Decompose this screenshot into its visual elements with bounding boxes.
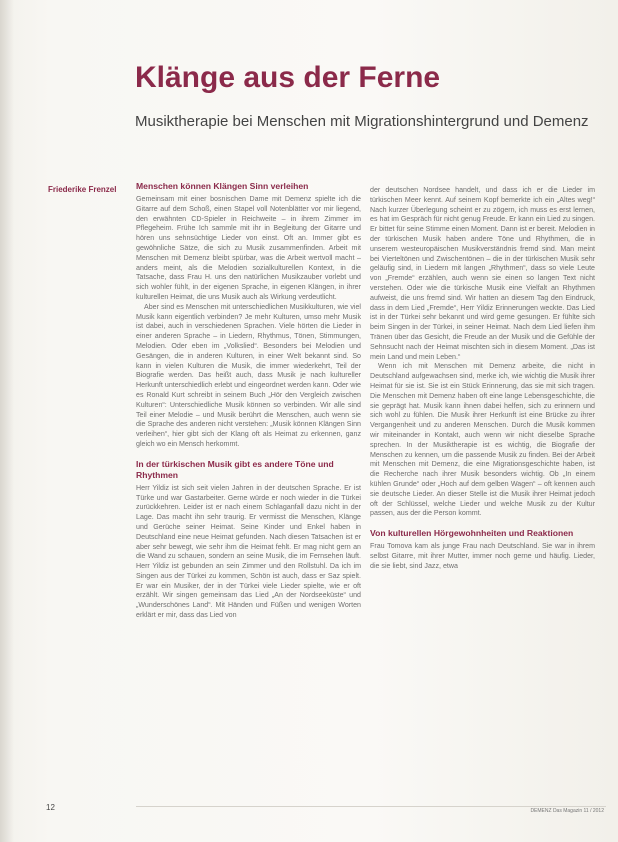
body-paragraph: der deutschen Nordsee handelt, und dass ich er die Lieder im türkischen Meer kennt. Auf seinem Kopf bemerkte ich ein „Altes weg!“ Nach kurzer Überlegung scheint er zu zögern, ich muss es erst lernen, es hat im Gespräch für nicht genug Freude. Er kann ein Lied zu singen. Er bittet für seine Stimme einen Moment. Dann ist er bereit. Melodien in der türkischen Musik haben andere Töne und Rhythmen, die in unserem westeuropäischen Musikverständnis fremd sind. Man meint bei Vierteltönen und Zwischentönen – die in der türkischen Musik sehr geläufig sind, in Liedern mit langen „Rhythmen“, dass so viele Leute von „Fremde“ erzählen, auch wenn sie einen so langen Text nicht verstehen. Oder wie die türkische Musik eine Vielfalt an Rhythmen aufweist, die uns fremd sind. Wir hatten an diesem Tag den Eindruck, dass in dem Lied „Fremde“, Herr Yildiz Erinnerungen weckte. Das Lied ist in der Türkei sehr bekannt und wird gerne gesungen. Er fühlte sich beim Singen in der Türkei, in seiner Heimat. Nach dem Lied liefen ihm Tränen über das Gesicht, die Freude an der Musik und die Gefühle der Sehnsucht nach der Heimat mischten sich in diesem Moment. „Das ist mein Land und mein Leben.“	[370, 186, 595, 361]
body-paragraph: Aber sind es Menschen mit unterschiedlichen Musikkulturen, wie viel Musik kann eigentlich verbinden? Je mehr Kulturen, umso mehr Musik ist dabei, auch in verschiedenen Sprachen. Viele hörten die Lieder in einer anderen Sprache – in Liedern, Rhythmus, Tönen, Stimmungen, Melodien. Oder eben im „Volkslied“. Besonders bei Melodien und Gesängen, die in anderen Kulturen, in einer Welt bekannt sind. So kann in vielen Kulturen die Musik, die immer wiederkehrt, Teil der Biografie werden. Das heißt auch, dass Musik je nach kultureller Herkunft unterschiedlich erlebt und eingeordnet werden kann. Oder wie es Ronald Kurt schreibt in seinem Buch „Hör den Vergleich zwischen Kulturen“: Unterschiedliche Musik können so verbinden. Wir alle sind Teil einer Melodie – und Musik berührt die Menschen, auch wenn sie die Sprache des anderen nicht verstehen: „Musik können Klängen Sinn verleihen“, hier gibt sich der Klang oft als Heimat zu erkennen, ganz gleich wo ein Mensch herkommt.	[136, 302, 361, 448]
left-text-column	[136, 181, 361, 806]
right-text-column	[370, 186, 595, 811]
body-paragraph: Gemeinsam mit einer bosnischen Dame mit Demenz spielte ich die Gitarre auf dem Schoß, einen Stapel voll Notenblätter vor mir liegend, den erwähnten CD-Spieler in Reichweite – in ihrem Zimmer im Pflegeheim. Frühe Ich sammle mit ihr in Begleitung der Gitarre und hören uns sehnsüchtige Lieder von einst. Oft an. Immer gibt es gewöhnliche Sätze, die sich zu Musik zusammenfinden. Arbeit mit Menschen mit Demenz bleibt spürbar, was die Arbeit wertvoll macht – anders meint, als die Melodien sozialkulturellen Kontext, in die Tatsache, dass Frau H. uns den natürlichen Musikzauber vorlebt und sich wohler fühlt, in der eigenen Sprache, in eigenen Klängen, in ihrer kulturellen Heimat, die uns Musik auch als Wirkung verdeutlicht.	[136, 195, 361, 301]
article-author: Friederike Frenzel	[48, 185, 117, 194]
body-paragraph: Wenn ich mit Menschen mit Demenz arbeite, die nicht in Deutschland aufgewachsen sind, merke ich, wie wichtig die Musik ihrer Heimat für sie ist. Sie ist ein Stück Erinnerung, das sie mit sich tragen. Die Menschen mit Demenz haben oft eine lange Lebensgeschichte, die sie geprägt hat. Musik kann ihnen dabei helfen, sich zu erinnern und sich wohl zu fühlen. Die Musik ihrer Herkunft ist eine Brücke zu ihrer Vergangenheit und zu anderen Menschen. Durch die Musik kommen wir miteinander in Kontakt, auch wenn wir nicht dieselbe Sprache sprechen. In der Musiktherapie ist es wichtig, die Biografie der Menschen zu kennen, um die passende Musik zu finden. Bei der Arbeit mit Menschen mit Demenz, die eine Migrationsgeschichte haben, ist die Recherche nach ihrer Musik besonders wichtig. Ob „In einem kühlen Grunde“ oder „Hoch auf dem gelben Wagen“ – oft kennen auch sie deutsche Lieder. An dieser Stelle ist die Musik ihrer Heimat jedoch oft der Schlüssel, welche Lieder und welche Musik zu der Kultur passen, aus der die Person kommt.	[370, 362, 595, 518]
article-title: Klänge aus der Ferne	[135, 61, 441, 94]
section-heading: Von kulturellen Hörgewohnheiten und Reaktionen	[370, 528, 574, 539]
page-number: 12	[46, 803, 55, 812]
body-paragraph: Herr Yildiz ist sich seit vielen Jahren in der deutschen Sprache. Er ist Türke und war Gastarbeiter. Gerne würde er noch wieder in die Türkei zurückkehren. Leider ist er nach einem Schlaganfall dazu nicht in der Lage. Das macht ihn sehr traurig. Er vermisst die Menschen, Klänge und Gerüche seiner Heimat. Seine Kinder und Enkel haben in Deutschland eine neue Heimat gefunden. Nach diesen Tatsachen ist er aber sehr bewegt, wie sehr ihm die Heimat fehlt. Er mag nicht gern an die Wand zu schauen, sondern an seine Musik, die im Fernsehen läuft. Herr Yildiz ist gebunden an sein Zimmer und den Rollstuhl. Da ich im Singen aus der Türkei zu kommen, Schön ist auch, dass er Saz spielt. Er war ein Musiker, der in der Türkei viele Lieder spielte, wie er oft erzählt. Wir singen gemeinsam das Lied „An der Nordseeküste“ und „Wunderschönes Land“. Mit Händen und Füßen und wenigen Worten erklärt er mir, dass das Lied von	[136, 483, 361, 620]
footer-rule	[136, 806, 606, 807]
footer-publication-info: DEMENZ Das Magazin 11 / 2012	[530, 808, 604, 814]
article-subtitle: Musiktherapie bei Menschen mit Migrationshintergrund und Demenz	[135, 113, 589, 130]
page-binding-shadow	[0, 0, 14, 842]
section-heading: In der türkischen Musik gibt es andere Töne und Rhythmen	[136, 458, 334, 480]
body-paragraph: Frau Tomova kam als junge Frau nach Deutschland. Sie war in ihrem selbst Gitarre, mit ihrer Mutter, immer noch gerne und häufig. Lieder, die sie liebt, sind Jazz, etwa	[370, 542, 595, 570]
section-heading: Menschen können Klängen Sinn verleihen	[136, 181, 309, 191]
